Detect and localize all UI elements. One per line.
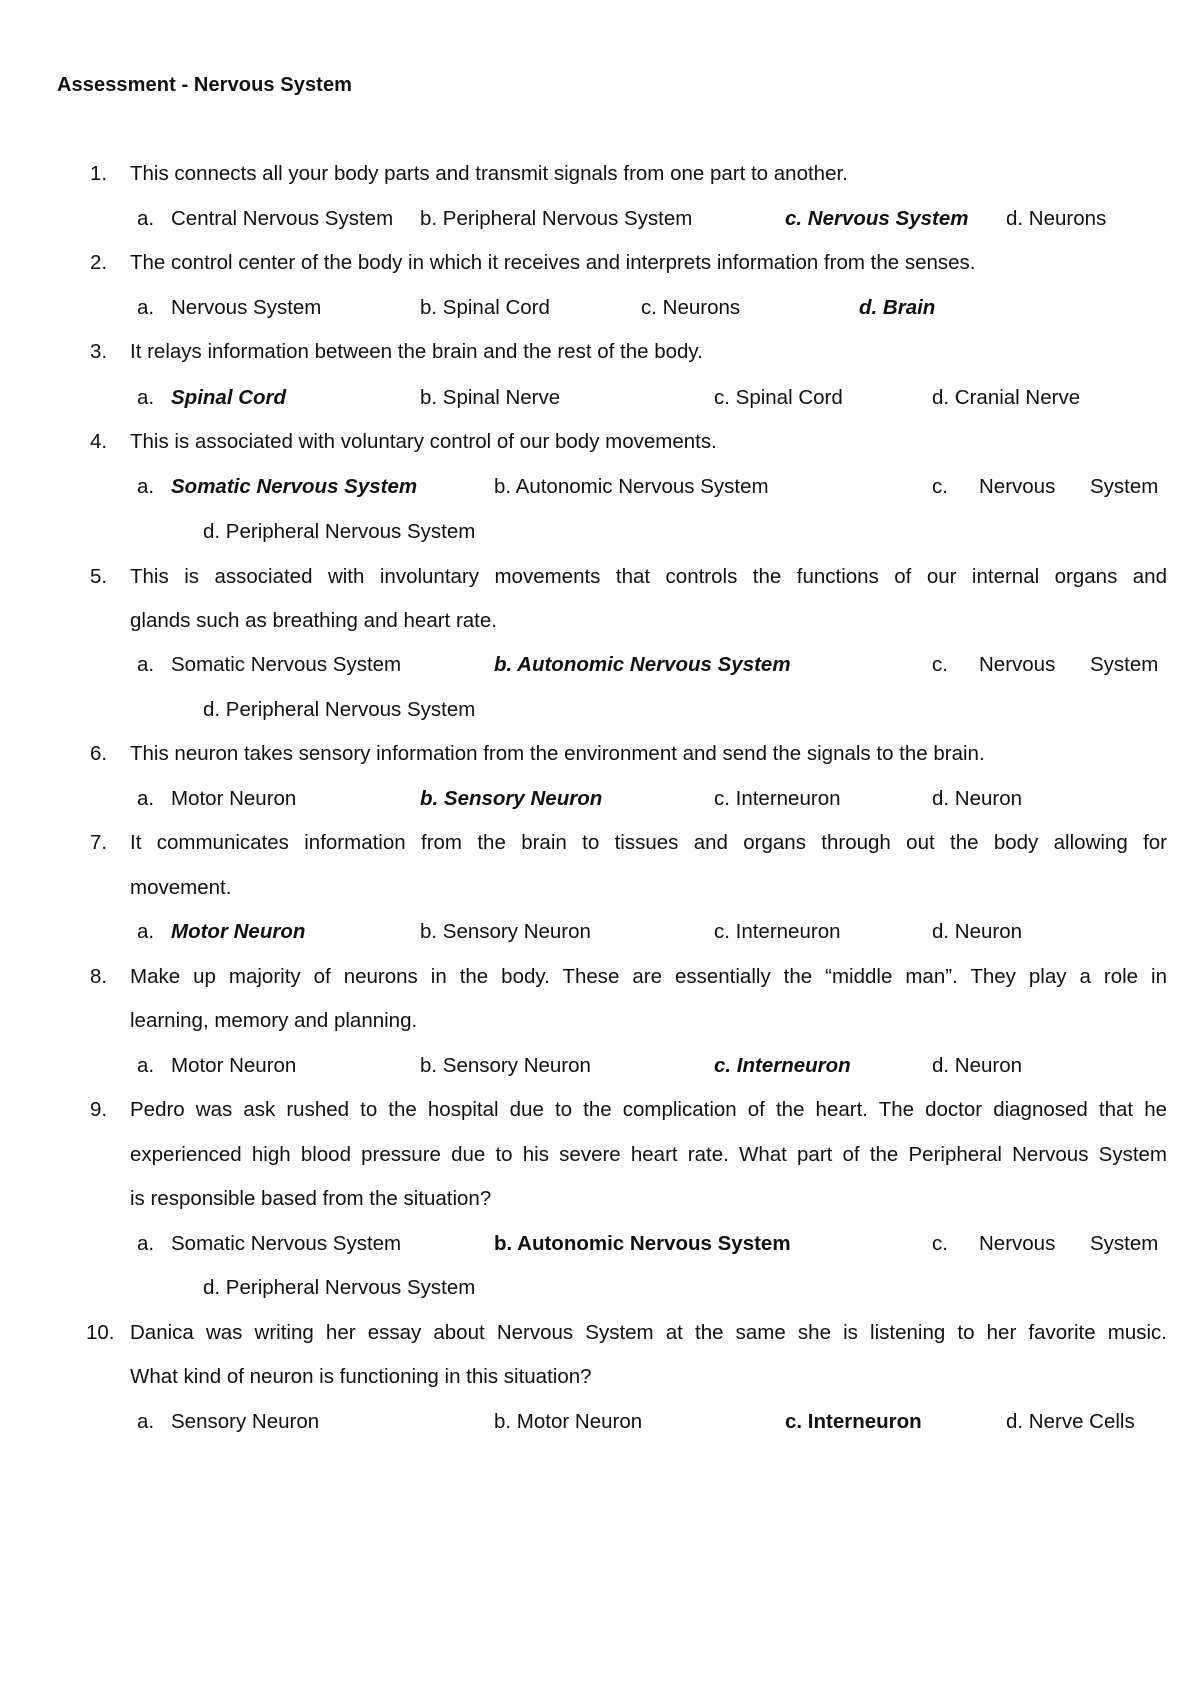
option-b: b. Spinal Cord [420,296,550,319]
option-b-answer: b. Autonomic Nervous System [494,653,791,676]
option-marker: a. [137,920,155,943]
option-a: Motor Neuron [171,787,297,810]
option-marker: a. [137,296,155,319]
question-number: 9. [90,1098,108,1121]
question-text: This is associated with voluntary control of our body movements. [130,430,717,453]
question-text-cont: learning, memory and planning. [130,1009,418,1032]
option-c-answer: c. Interneuron [785,1410,922,1433]
question-text: This connects all your body parts and transmit signals from one part to another. [130,162,848,185]
question-text-cont: experienced high blood pressure due to his severe heart rate. What part of the Peripheral Nervous System [130,1143,1167,1166]
option-c-word: Nervous [979,653,1056,676]
question-text-cont: is responsible based from the situation? [130,1187,492,1210]
option-d-answer: d. Brain [859,296,936,319]
option-a-answer: Spinal Cord [171,386,287,409]
option-a: Central Nervous System [171,207,394,230]
option-a: Somatic Nervous System [171,653,402,676]
option-c-marker: c. [932,653,948,676]
option-b: b. Sensory Neuron [420,920,591,943]
question-text-cont: What kind of neuron is functioning in this situation? [130,1365,592,1388]
question-number: 1. [90,162,108,185]
option-b: b. Peripheral Nervous System [420,207,693,230]
option-a: Motor Neuron [171,1054,297,1077]
option-c-answer: c. Interneuron [714,1054,851,1077]
option-d: d. Cranial Nerve [932,386,1081,409]
option-marker: a. [137,207,155,230]
option-a-answer: Somatic Nervous System [171,475,418,498]
option-marker: a. [137,1410,155,1433]
question-number: 5. [90,565,108,588]
option-d: d. Peripheral Nervous System [203,698,476,721]
option-d: d. Neuron [932,920,1023,943]
question-number: 7. [90,831,108,854]
option-b: b. Motor Neuron [494,1410,643,1433]
option-d: d. Nerve Cells [1006,1410,1135,1433]
option-marker: a. [137,1232,155,1255]
option-c-word: Nervous [979,1232,1056,1255]
question-number: 6. [90,742,108,765]
question-text: This neuron takes sensory information from the environment and send the signals to the brain. [130,742,985,765]
option-c-marker: c. [932,1232,948,1255]
option-b: b. Autonomic Nervous System [494,475,769,498]
question-text: This is associated with involuntary movements that controls the functions of our internal organs and [130,565,1167,588]
option-a: Sensory Neuron [171,1410,320,1433]
question-text: It relays information between the brain and the rest of the body. [130,340,703,363]
option-c-word: Nervous [979,475,1056,498]
question-text-cont: movement. [130,876,232,899]
option-c: c. Interneuron [714,787,841,810]
question-number: 10. [86,1321,115,1344]
option-c-word: System [1090,653,1159,676]
question-text: Make up majority of neurons in the body. These are essentially the “middle man”. They play a role in [130,965,1167,988]
question-number: 4. [90,430,108,453]
question-text: Pedro was ask rushed to the hospital due to the complication of the heart. The doctor diagnosed that he [130,1098,1167,1121]
question-number: 8. [90,965,108,988]
option-b-answer: b. Autonomic Nervous System [494,1232,791,1255]
option-c: c. Spinal Cord [714,386,843,409]
question-text: The control center of the body in which it receives and interprets information from the senses. [130,251,976,274]
option-b: b. Spinal Nerve [420,386,561,409]
option-d: d. Neuron [932,1054,1023,1077]
option-d: d. Peripheral Nervous System [203,1276,476,1299]
option-marker: a. [137,787,155,810]
option-b: b. Sensory Neuron [420,1054,591,1077]
option-c-answer: c. Nervous System [785,207,969,230]
question-text: Danica was writing her essay about Nervous System at the same she is listening to her favorite music. [130,1321,1167,1344]
page-title: Assessment - Nervous System [57,74,353,96]
option-c: c. Interneuron [714,920,841,943]
question-text-cont: glands such as breathing and heart rate. [130,609,497,632]
option-marker: a. [137,1054,155,1077]
option-c-word: System [1090,1232,1159,1255]
option-d: d. Neurons [1006,207,1107,230]
question-text: It communicates information from the brain to tissues and organs through out the body allowing for [130,831,1167,854]
option-marker: a. [137,386,155,409]
option-a: Nervous System [171,296,322,319]
option-marker: a. [137,653,155,676]
option-b-answer: b. Sensory Neuron [420,787,603,810]
question-number: 3. [90,340,108,363]
option-c-word: System [1090,475,1159,498]
option-d: d. Neuron [932,787,1023,810]
option-a: Somatic Nervous System [171,1232,402,1255]
option-c: c. Neurons [641,296,741,319]
option-d: d. Peripheral Nervous System [203,520,476,543]
option-c-marker: c. [932,475,948,498]
option-a-answer: Motor Neuron [171,920,306,943]
option-marker: a. [137,475,155,498]
question-number: 2. [90,251,108,274]
